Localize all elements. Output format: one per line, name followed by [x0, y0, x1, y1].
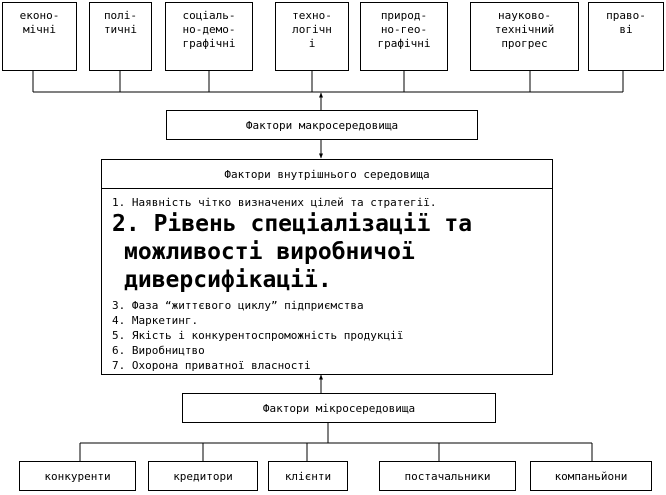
macro-factor-technological: техно- логічн і: [275, 2, 349, 71]
internal-factor-2: [112, 210, 546, 294]
internal-factor-list: [112, 195, 546, 374]
micro-factor-creditors: кредитори: [148, 461, 258, 491]
macro-factor-economic: еконо- мічні: [2, 2, 77, 71]
macro-factor-sociodemographic: соціаль- но-демо- графічні: [165, 2, 253, 71]
macro-factor-natural-geographic: природ- но-гео- графічні: [360, 2, 448, 71]
macro-environment-title: Фактори макросередовища: [245, 118, 399, 132]
internal-environment-box: [101, 159, 553, 375]
micro-factor-competitors: конкуренти: [19, 461, 136, 491]
macro-environment-box: [166, 110, 478, 140]
micro-environment-title: Фактори мікросередовища: [262, 401, 416, 415]
internal-factor-6: 6. Виробництво: [112, 344, 205, 357]
internal-factor-2-text: Рівень спеціалізації та можливості виробничої диверсифікації.: [124, 211, 473, 293]
internal-factor-1: 1. Наявність чітко визначених цілей та стратегії.: [112, 196, 437, 209]
internal-factor-5: 5. Якість і конкурентоспроможність продукції: [112, 329, 404, 342]
micro-factor-partners: компаньйони: [530, 461, 652, 491]
internal-factor-2-number: 2.: [112, 211, 140, 237]
micro-factor-suppliers: постачальники: [379, 461, 516, 491]
macro-factor-political: полі- тичні: [89, 2, 152, 71]
internal-factor-3: 3. Фаза “життєвого циклу” підприємства: [112, 299, 364, 312]
macro-factor-legal: право- ві: [588, 2, 664, 71]
internal-factor-7: 7. Охорона приватної власності: [112, 359, 311, 372]
macro-factor-scientific-progress: науково- технічний прогрес: [470, 2, 579, 71]
internal-environment-title: Фактори внутрішнього середовища: [102, 160, 552, 189]
micro-factor-clients: клієнти: [268, 461, 348, 491]
micro-environment-box: [182, 393, 496, 423]
internal-factor-4: 4. Маркетинг.: [112, 314, 199, 327]
